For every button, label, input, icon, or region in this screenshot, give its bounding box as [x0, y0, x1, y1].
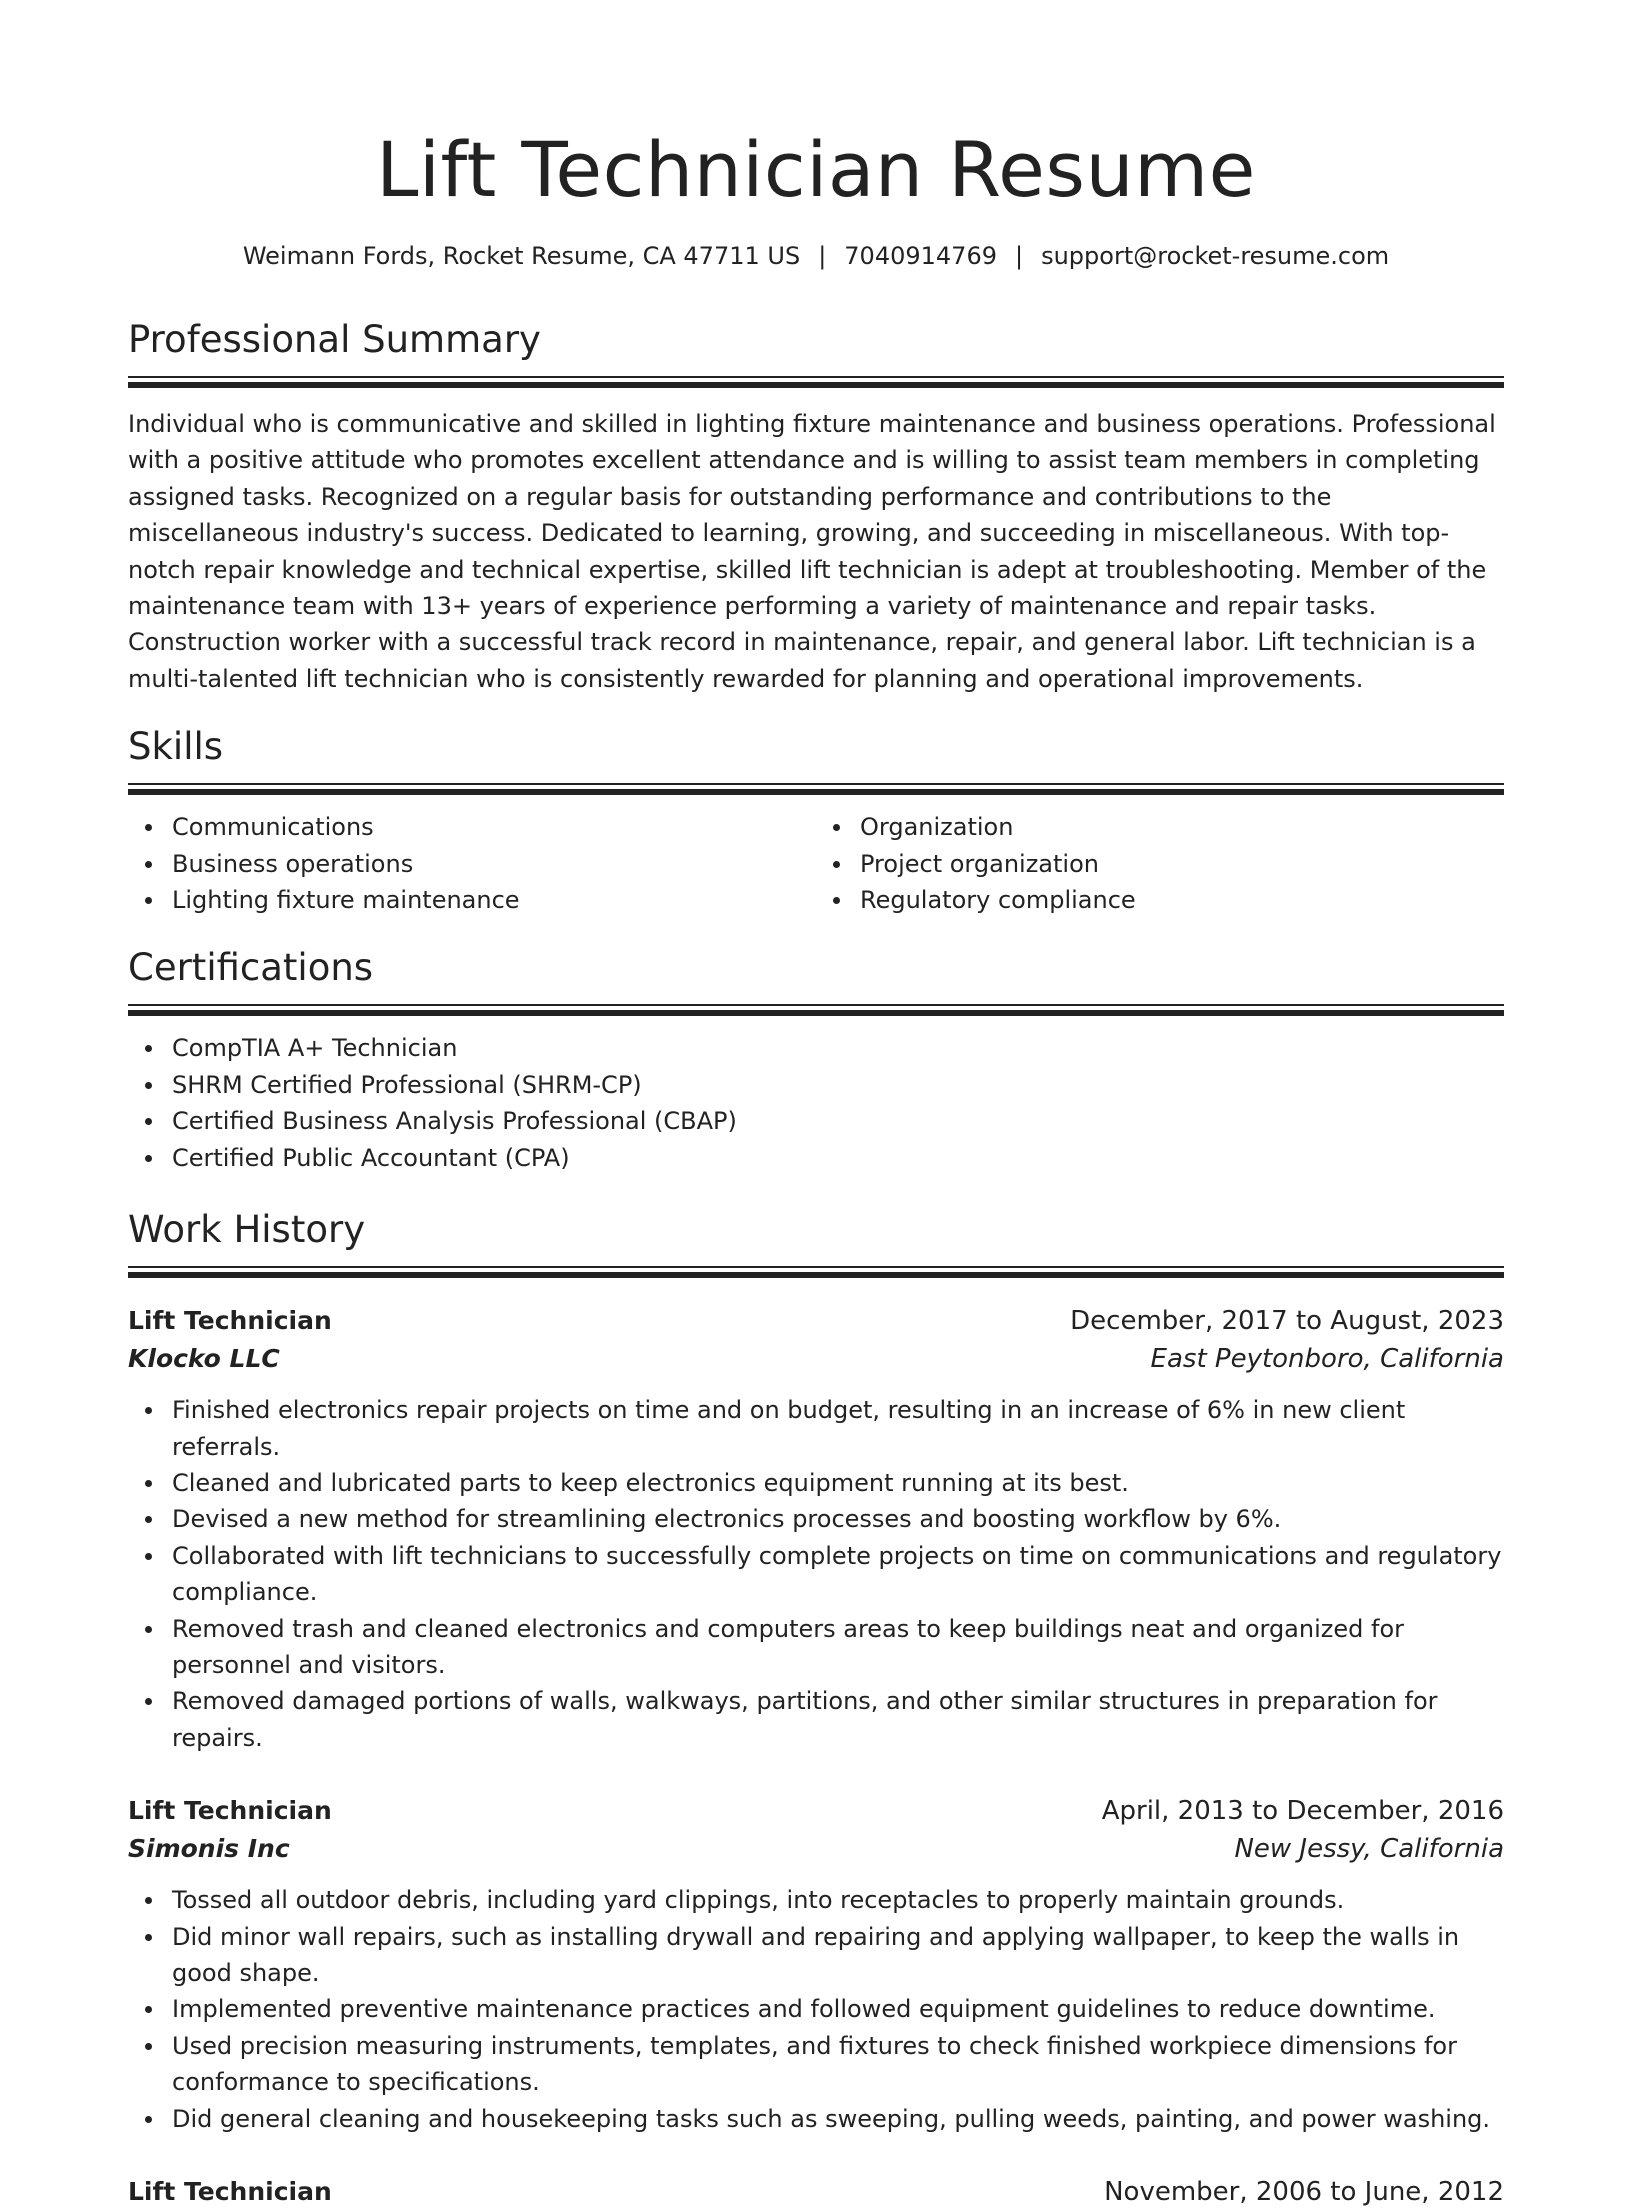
- section-title-skills: Skills: [128, 725, 224, 769]
- job-title: Lift Technician: [128, 1306, 332, 1336]
- job-duty-item: Devised a new method for streamlining electronics processes and boosting workflow by 6%.: [172, 1501, 1504, 1537]
- contact-email: support@rocket-resume.com: [1041, 242, 1390, 270]
- job-duty-item: Did general cleaning and housekeeping tasks such as sweeping, pulling weeds, painting, and power washing.: [172, 2101, 1504, 2137]
- resume-page: [128, 0, 1504, 2211]
- skill-item: Organization: [860, 809, 1504, 845]
- job-dates: April, 2013 to December, 2016: [1101, 1796, 1504, 1827]
- skills-column-left: [128, 809, 816, 918]
- section-divider: [128, 783, 1504, 795]
- skills-section: [128, 723, 1504, 918]
- job-duty-item: Collaborated with lift technicians to successfully complete projects on time on communications and regulatory compliance.: [172, 1538, 1504, 1611]
- certification-item: SHRM Certified Professional (SHRM-CP): [172, 1067, 1504, 1103]
- job-location: East Peytonboro, California: [1150, 1344, 1504, 1375]
- resume-title: Lift Technician Resume: [376, 125, 1256, 214]
- job-duty-item: Implemented preventive maintenance practices and followed equipment guidelines to reduce downtime.: [172, 1991, 1504, 2027]
- job-duty-item: Did minor wall repairs, such as installing drywall and repairing and applying wallpaper, to keep the walls in good shape.: [172, 1919, 1504, 1992]
- section-title-summary: Professional Summary: [128, 318, 541, 361]
- contact-line: [128, 238, 1504, 274]
- job-entry: [128, 2173, 1504, 2211]
- job-header-row: [128, 2173, 1504, 2211]
- contact-separator: |: [1014, 242, 1024, 270]
- job-company-row: [128, 1830, 1504, 1868]
- job-duty-item: Tossed all outdoor debris, including yard clippings, into receptacles to properly maintain grounds.: [172, 1882, 1504, 1918]
- job-duty-item: Removed damaged portions of walls, walkways, partitions, and other similar structures in preparation for repairs.: [172, 1683, 1504, 1756]
- section-divider: [128, 1266, 1504, 1278]
- contact-separator: |: [818, 242, 827, 270]
- skills-grid: [128, 809, 1504, 918]
- certification-list: [128, 1030, 1504, 1176]
- job-duty-item: Cleaned and lubricated parts to keep electronics equipment running at its best.: [172, 1465, 1504, 1501]
- skill-item: Lighting fixture maintenance: [172, 882, 816, 918]
- job-title: Lift Technician: [128, 1796, 332, 1826]
- job-entry: [128, 1302, 1504, 1756]
- skill-item: Regulatory compliance: [860, 882, 1504, 918]
- job-duty-item: Used precision measuring instruments, templates, and fixtures to check finished workpiece dimensions for conformance to specifications.: [172, 2028, 1504, 2101]
- section-divider: [128, 376, 1504, 388]
- summary-text: Individual who is communicative and skilled in lighting fixture maintenance and business operations. Professional with a positive attitude who promotes excellent attendance and is willing to assist team members in completing assigned tasks. Recognized on a regular basis for outstanding performance and contributions to the miscellaneous industry's success. Dedicated to learning, growing, and succeeding in miscellaneous. With top-notch repair knowledge and technical expertise, skilled lift technician is adept at troubleshooting. Member of the maintenance team with 13+ years of experience performing a variety of maintenance and repair tasks. Construction worker with a successful track record in maintenance, repair, and general labor. Lift technician is a multi-talented lift technician who is consistently rewarded for planning and operational improvements.: [128, 410, 1496, 693]
- certification-item: Certified Business Analysis Professional (CBAP): [172, 1103, 1504, 1139]
- job-company-row: [128, 1340, 1504, 1378]
- skills-column-right: [816, 809, 1504, 918]
- job-dates: November, 2006 to June, 2012: [1104, 2177, 1504, 2207]
- job-location: New Jessy, California: [1234, 1834, 1504, 1865]
- job-header-row: [128, 1792, 1504, 1830]
- certification-item: CompTIA A+ Technician: [172, 1030, 1504, 1066]
- job-entry: [128, 1792, 1504, 2137]
- work-history-section: [128, 1206, 1504, 2211]
- skill-item: Business operations: [172, 846, 816, 882]
- job-duties-list: [128, 1392, 1504, 1756]
- job-duties-list: [128, 1882, 1504, 2137]
- certifications-section: [128, 944, 1504, 1176]
- job-header-row: [128, 1302, 1504, 1340]
- job-duty-item: Finished electronics repair projects on time and on budget, resulting in an increase of 6% in new client referrals.: [172, 1392, 1504, 1465]
- skill-item: Project organization: [860, 846, 1504, 882]
- job-company: Simonis Inc: [128, 1834, 290, 1864]
- section-title-work-history: Work History: [128, 1208, 366, 1252]
- skill-item: Communications: [172, 809, 816, 845]
- job-title: Lift Technician: [128, 2177, 332, 2206]
- contact-address: Weimann Fords, Rocket Resume, CA 47711 US: [242, 242, 801, 270]
- contact-phone: 7040914769: [844, 242, 997, 270]
- section-divider: [128, 1004, 1504, 1016]
- certification-item: Certified Public Accountant (CPA): [172, 1140, 1504, 1176]
- job-dates: December, 2017 to August, 2023: [1070, 1306, 1504, 1337]
- section-title-certifications: Certifications: [128, 946, 374, 990]
- job-company: Klocko LLC: [128, 1344, 280, 1374]
- job-duty-item: Removed trash and cleaned electronics and computers areas to keep buildings neat and organized for personnel and visitors.: [172, 1611, 1504, 1684]
- professional-summary-section: [128, 316, 1504, 697]
